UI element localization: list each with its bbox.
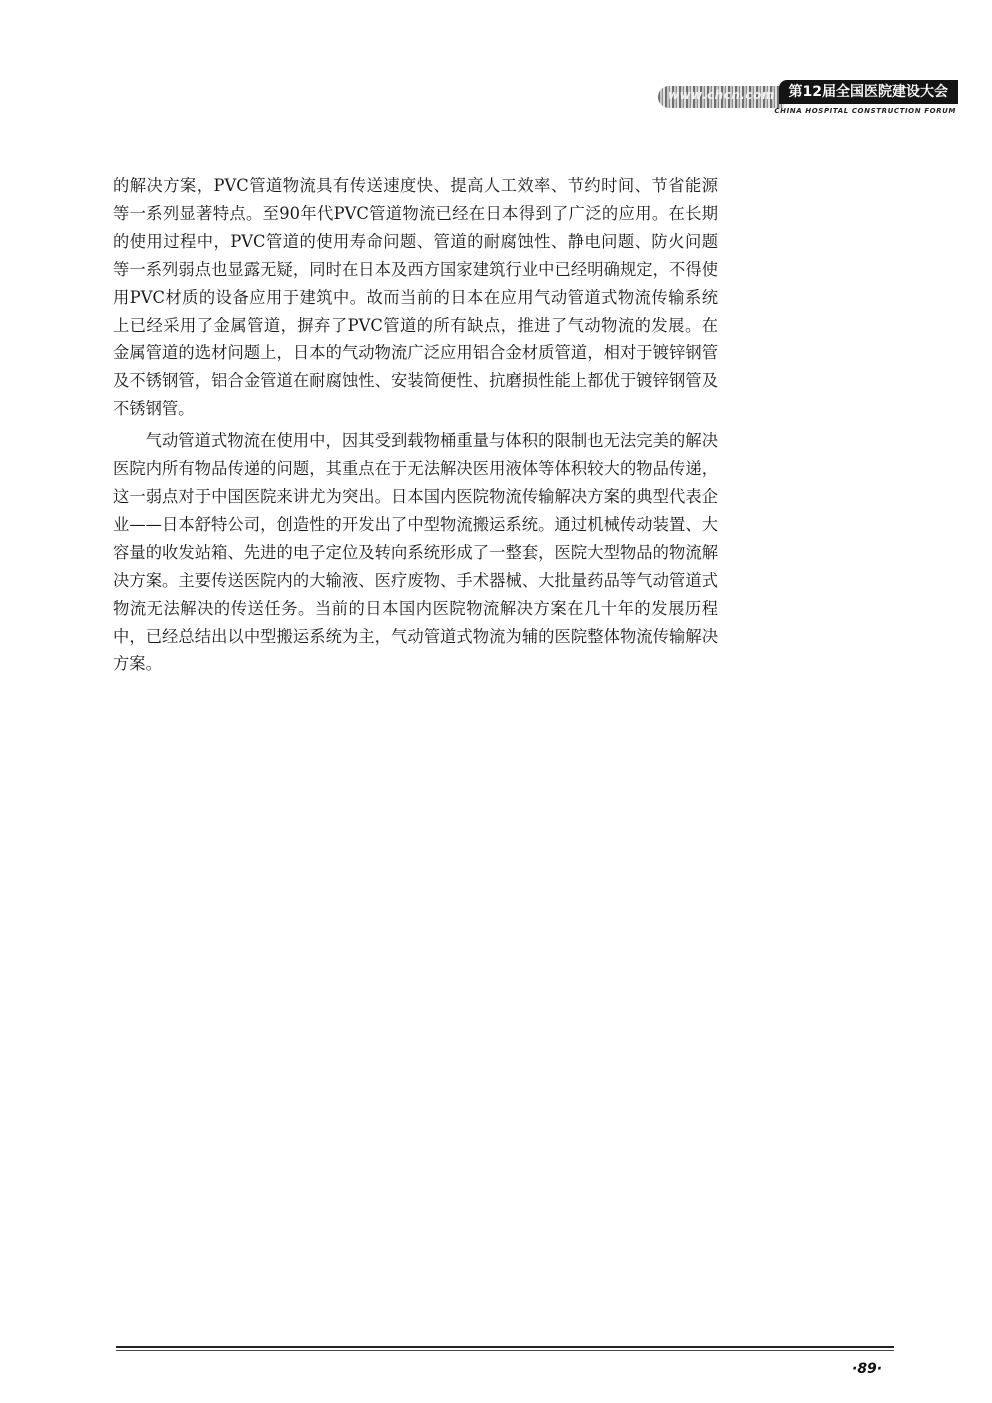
page-number: ·89· <box>852 1361 883 1377</box>
conference-header-banner <box>658 80 958 120</box>
paragraph-2: 气动管道式物流在使用中，因其受到载物桶重量与体积的限制也无法完美的解决医院内所有物品传递的问题，其重点在于无法解决医用液体等体积较大的物品传递，这一弱点对于中国医院来讲尤为突出。日本国内医院物流传输解决方案的典型代表企业——日本舒特公司，创造性的开发出了中型物流搬运系统。通过机械传动装置、大容量的收发站箱、先进的电子定位及转向系统形成了一整套，医院大型物品的物流解决方案。主要传送医院内的大输液、医疗废物、手术器械、大批量药品等气动管道式物流无法解决的传送任务。当前的日本国内医院物流解决方案在几十年的发展历程中，已经总结出以中型搬运系统为主，气动管道式物流为辅的医院整体物流传输解决方案。 <box>113 431 718 674</box>
conference-subtitle: CHINA HOSPITAL CONSTRUCTION FORUM <box>774 107 956 115</box>
conference-title: 第12届全国医院建设大会 <box>779 80 958 104</box>
footer-rule-thin <box>116 1350 894 1351</box>
header-website: www.chcn.com <box>668 88 775 102</box>
footer-rule <box>116 1346 894 1348</box>
article-body <box>113 172 718 682</box>
paragraph-1: 的解决方案，PVC管道物流具有传送速度快、提高人工效率、节约时间、节省能源等一系列显著特点。至90年代PVC管道物流已经在日本得到了广泛的应用。在长期的使用过程中，PVC管道的使用寿命问题、管道的耐腐蚀性、静电问题、防火问题等一系列弱点也显露无疑，同时在日本及西方国家建筑行业中已经明确规定，不得使用PVC材质的设备应用于建筑中。故而当前的日本在应用气动管道式物流传输系统上已经采用了金属管道，摒弃了PVC管道的所有缺点，推进了气动物流的发展。在金属管道的选材问题上，日本的气动物流广泛应用铝合金材质管道，相对于镀锌钢管及不锈钢管，铝合金管道在耐腐蚀性、安装简便性、抗磨损性能上都优于镀锌钢管及不锈钢管。 <box>113 176 718 419</box>
